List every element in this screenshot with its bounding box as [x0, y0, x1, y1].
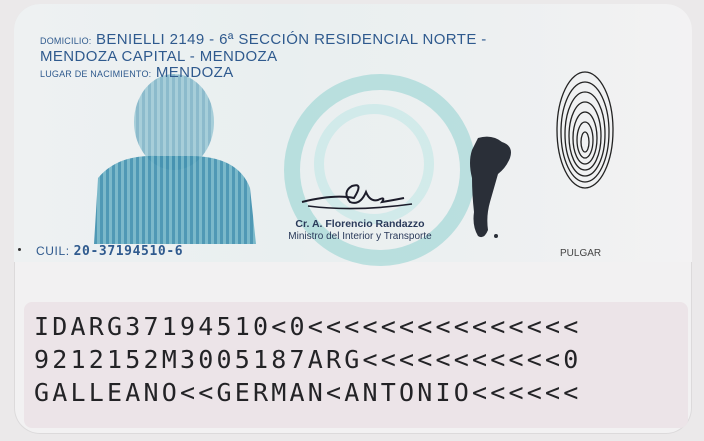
signature — [294, 172, 424, 216]
id-card-back — [14, 4, 692, 434]
signer-title: Ministro del Interior y Transporte — [288, 231, 432, 242]
signer-name: Cr. A. Florencio Randazzo — [295, 218, 425, 230]
ghost-portrait — [88, 68, 258, 244]
mrz-line-3: GALLEANO<<GERMAN<ANTONIO<<<<<< — [34, 378, 582, 407]
argentina-map-icon — [458, 132, 518, 244]
domicilio-label: DOMICILIO: — [40, 36, 92, 46]
mrz-block — [34, 310, 582, 409]
lugar-value: MENDOZA — [155, 63, 234, 81]
domicilio-line1: BENIELLI 2149 - 6ª SECCIÓN RESIDENCIAL NORTE - — [95, 31, 487, 48]
cuil-label: CUIL: — [36, 244, 70, 258]
mrz-line-2: 9212152M3005187ARG<<<<<<<<<<<0 — [34, 345, 582, 374]
domicilio-line2: MENDOZA CAPITAL - MENDOZA — [40, 47, 278, 65]
fingerprint-icon — [554, 68, 616, 198]
cuil-value: 20-37194510-6 — [73, 244, 184, 259]
signer-block — [272, 218, 448, 242]
punch-dot — [18, 248, 21, 251]
lugar-label: LUGAR DE NACIMIENTO: — [40, 68, 152, 79]
mrz-line-1: IDARG37194510<0<<<<<<<<<<<<<<< — [34, 312, 582, 341]
cuil-row — [36, 244, 183, 259]
pulgar-label: PULGAR — [560, 248, 602, 259]
address-block — [40, 32, 487, 81]
